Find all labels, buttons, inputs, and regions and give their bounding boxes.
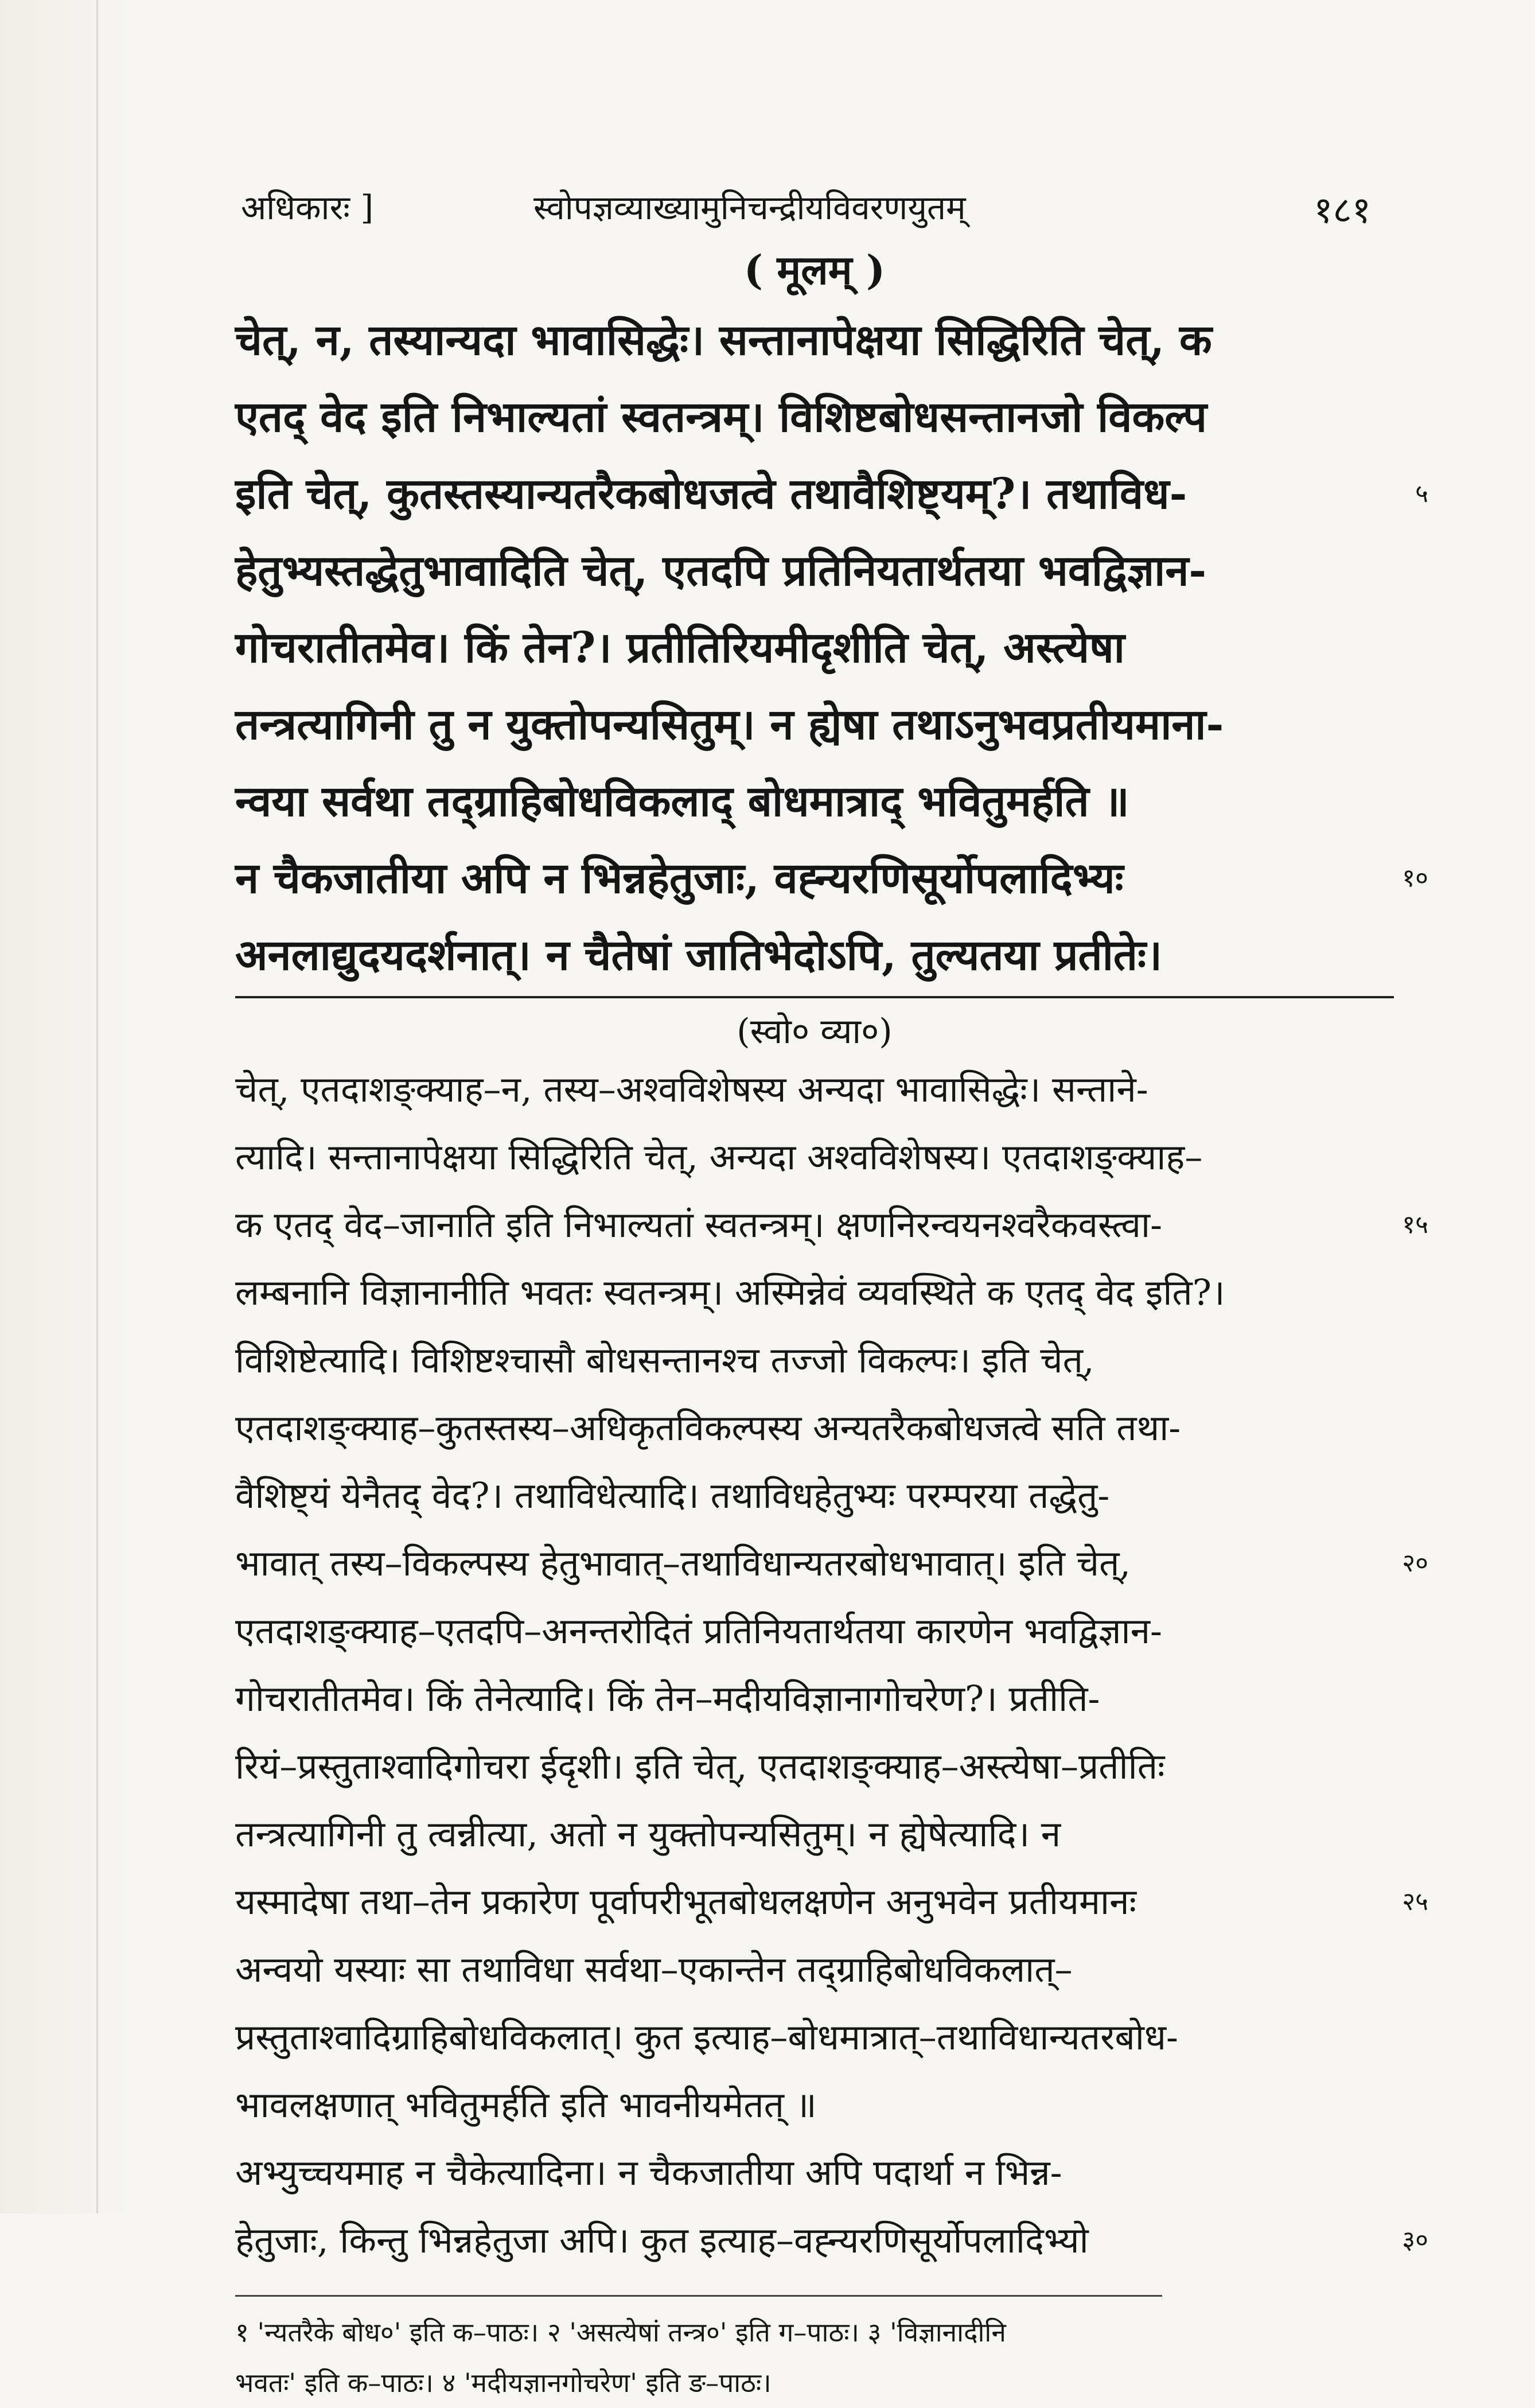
text-line [235,917,1394,994]
header-chapter: अधिकारः ] [241,188,374,227]
binding-shade [0,0,132,2214]
line-text: अन्वयो यस्याः सा तथाविधा सर्वथा–एकान्तेन तद्ग्राहिबोधविकलात्– [235,1948,1073,1990]
text-line [235,302,1394,379]
line-text: विशिष्टेत्यादि। विशिष्टश्चासौ बोधसन्तानश्च तज्जो विकल्पः। इति चेत्, [235,1339,1094,1381]
text-line [235,1868,1428,1936]
line-text: न्वया सर्वथा तद्ग्राहिबोधविकलाद् बोधमात्राद् भवितुमर्हति ॥ [235,777,1129,826]
text-line [235,532,1394,609]
line-text: यस्मादेषा तथा–तेन प्रकारेण पूर्वापरीभूतबोधलक्षणेन अनुभवेन प्रतीयमानः [235,1881,1137,1923]
text-line [235,1800,1394,1868]
line-number: ५ [1415,479,1428,508]
line-text: न चैकजातीया अपि न भिन्नहेतुजाः, वह्न्यरणिसूर्योपलादिभ्यः [235,854,1124,903]
text-line [235,1530,1428,1597]
text-line [235,1056,1394,1123]
commentary-section [235,1006,1428,2274]
mula-text [235,302,1428,994]
text-line [235,1326,1394,1394]
page-edge-line [96,0,98,2214]
section-divider [235,996,1394,998]
line-text: एतद् वेद इति निभाल्यतां स्वतन्त्रम्। विशिष्टबोधसन्तानजो विकल्प [235,392,1207,442]
text-line [235,2004,1394,2071]
commentary-title: (स्वो० व्या०) [737,1012,893,1052]
line-text: हेतुजाः, किन्तु भिन्नहेतुजा अपि। कुत इत्याह–वह्न्यरणिसूर्योपलादिभ्यो [235,2219,1089,2261]
line-number: १० [1402,863,1428,893]
line-text: लम्बनानि विज्ञानानीति भवतः स्वतन्त्रम्। अस्मिन्नेवं व्यवस्थिते क एतद् वेद इति?। [235,1271,1225,1313]
line-text: रियं–प्रस्तुताश्वादिगोचरा ईदृशी। इति चेत्, एतदाशङ्क्याह–अस्त्येषा–प्रतीतिः [235,1745,1165,1787]
commentary-text [235,1056,1428,2274]
text-line [235,1936,1394,2004]
line-number: २५ [1402,1887,1428,1916]
line-text: गोचरातीतमेव। किं तेन?। प्रतीतिरियमीदृशीति चेत्, अस्त्येषा [235,623,1125,672]
footnotes [235,2295,1162,2408]
text-line [235,1665,1394,1733]
line-text: तन्त्रत्यागिनी तु न युक्तोपन्यसितुम्। न ह्येषा तथाऽनुभवप्रतीयमाना- [235,700,1224,749]
text-line [235,1123,1394,1191]
line-text: अभ्युच्चयमाह न चैकेत्यादिना। न चैकजातीया अपि पदार्था न भिन्न- [235,2152,1062,2193]
text-line [235,2207,1428,2274]
page-number: १८१ [1314,189,1371,232]
line-text: चेत्, एतदाशङ्क्याह–न, तस्य–अश्वविशेषस्य अन्यदा भावासिद्धेः। सन्ताने- [235,1068,1148,1110]
line-text: एतदाशङ्क्याह–कुतस्तस्य–अधिकृतविकल्पस्य अन्यतरैकबोधजत्वे सति तथा- [235,1407,1181,1449]
line-text: तन्त्रत्यागिनी तु त्वन्नीत्या, अतो न युक्तोपन्यसितुम्। न ह्येषेत्यादि। न [235,1813,1061,1855]
text-line [235,1191,1428,1259]
text-line [235,2071,1394,2139]
footnote-line: भवतः' इति क–पाठः। ४ 'मदीयज्ञानगोचरेण' इति ङ–पाठः। [235,2367,772,2398]
line-text: भावलक्षणात् भवितुमर्हति इति भावनीयमेतत् ॥ [235,2084,817,2126]
text-line [235,379,1394,456]
text-line [235,1259,1394,1326]
text-line [235,456,1428,532]
line-text: त्यादि। सन्तानापेक्षया सिद्धिरिति चेत्, अन्यदा अश्वविशेषस्य। एतदाशङ्क्याह– [235,1136,1203,1178]
line-text: भावात् तस्य–विकल्पस्य हेतुभावात्–तथाविधान्यतरबोधभावात्। इति चेत्, [235,1542,1131,1584]
running-header [235,166,1394,235]
line-text: प्रस्तुताश्वादिग्राहिबोधविकलात्। कुत इत्याह–बोधमात्रात्–तथाविधान्यतरबोध- [235,2016,1178,2058]
line-number: २० [1402,1549,1428,1578]
book-page [235,166,1428,2408]
text-line [235,1733,1394,1800]
text-line [235,1462,1394,1530]
line-text: हेतुभ्यस्तद्धेतुभावादिति चेत्, एतदपि प्रतिनियतार्थतया भवद्विज्ञान- [235,546,1207,596]
mula-title: ( मूलम् ) [743,246,886,294]
line-text: गोचरातीतमेव। किं तेनेत्यादि। किं तेन–मदीयविज्ञानागोचरेण?। प्रतीति- [235,1678,1100,1720]
text-line [235,1597,1394,1665]
text-line [235,2139,1394,2207]
line-number: १५ [1402,1210,1428,1239]
text-line [235,686,1394,763]
header-title: स्वोपज्ञव्याख्यामुनिचन्द्रीयविवरणयुतम् [533,188,966,227]
line-text: क एतद् वेद–जानाति इति निभाल्यतां स्वतन्त्रम्। क्षणनिरन्वयनश्वरैकवस्त्वा- [235,1204,1163,1246]
text-line [235,763,1394,840]
text-line [235,1394,1394,1462]
text-line [235,840,1428,917]
line-text: एतदाशङ्क्याह–एतदपि–अनन्तरोदितं प्रतिनियतार्थतया कारणेन भवद्विज्ञान- [235,1610,1162,1652]
line-text: चेत्, न, तस्यान्यदा भावासिद्धेः। सन्तानापेक्षया सिद्धिरिति चेत्, क [235,316,1212,365]
footnote-line: १ 'न्यतरैके बोध०' इति क–पाठः। २ 'असत्येषां तन्त्र०' इति ग–पाठः। ३ 'विज्ञानादीनि [235,2317,1006,2348]
line-text: इति चेत्, कुतस्तस्यान्यतरैकबोधजत्वे तथावैशिष्ट्यम्?। तथाविध- [235,469,1187,519]
mula-section [235,241,1428,994]
text-line [235,609,1394,686]
line-text: वैशिष्ट्यं येनैतद् वेद?। तथाविधेत्यादि। तथाविधहेतुभ्यः परम्परया तद्धेतु- [235,1475,1110,1516]
line-number: ३० [1402,2226,1428,2255]
line-text: अनलाद्युदयदर्शनात्। न चैतेषां जातिभेदोऽपि, तुल्यतया प्रतीतेः। [235,931,1163,980]
